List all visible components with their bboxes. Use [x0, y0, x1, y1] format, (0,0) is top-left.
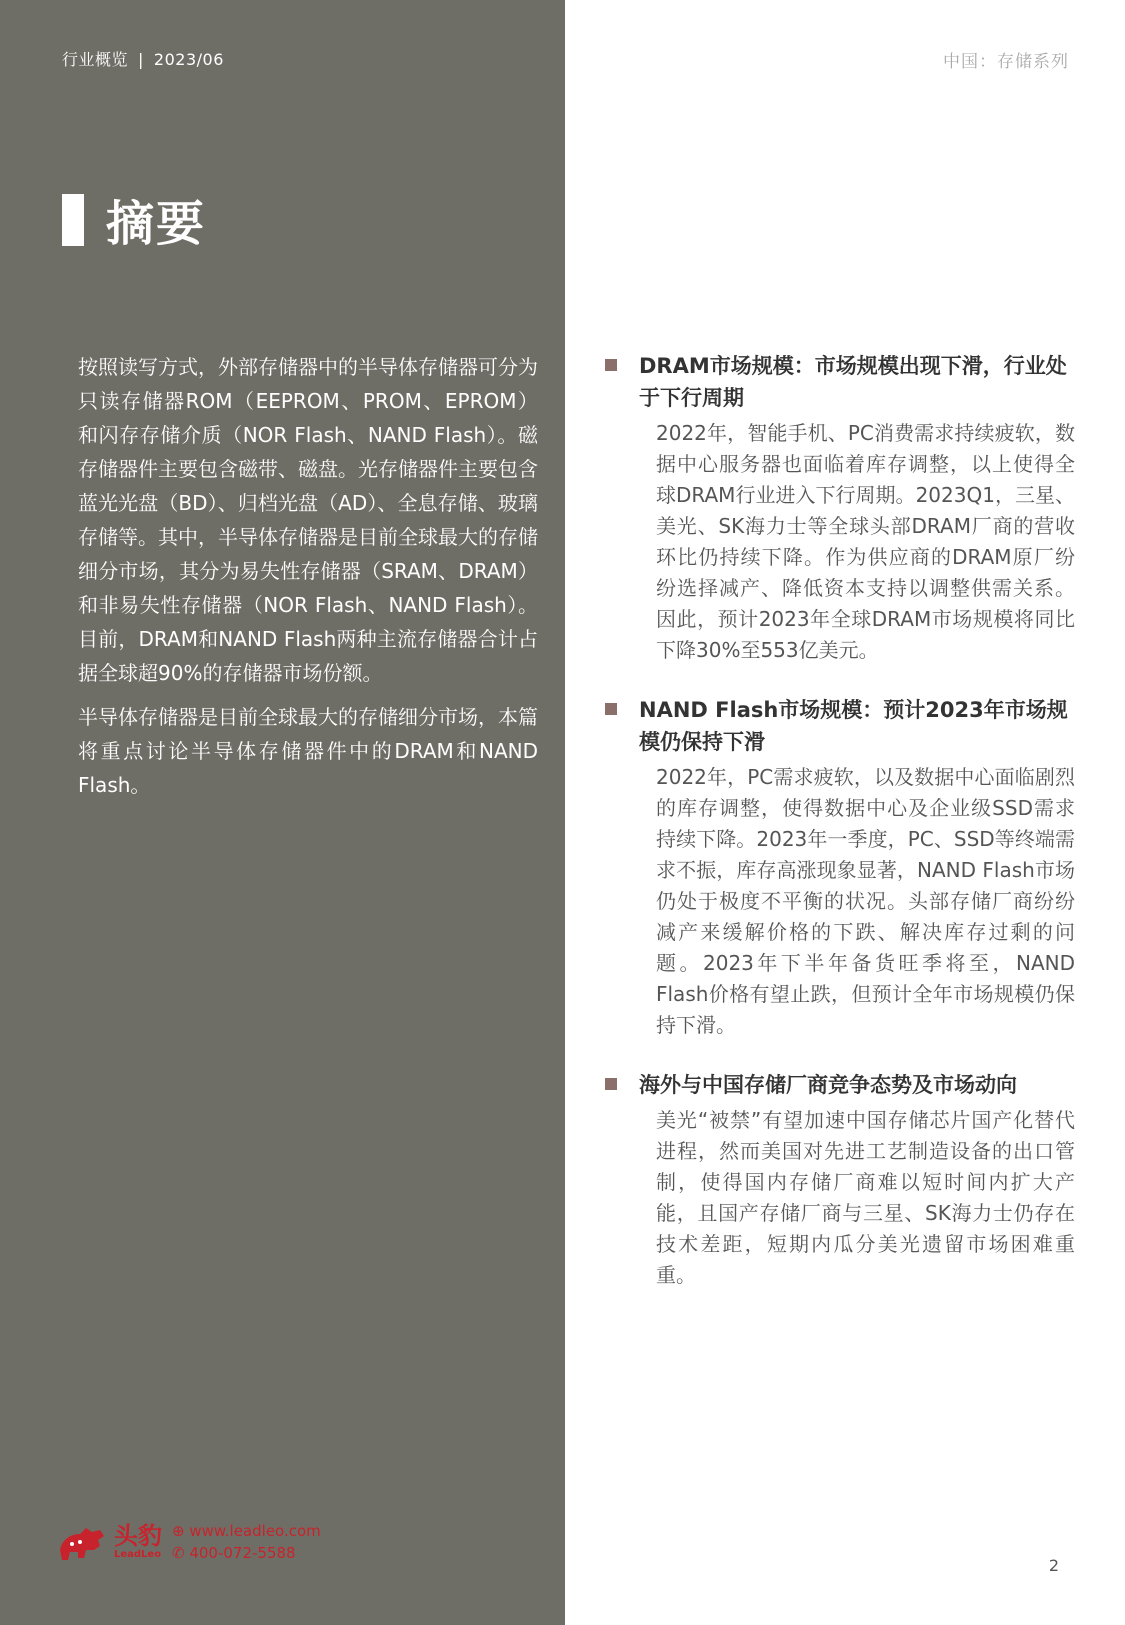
- finding-title: 海外与中国存储厂商竞争态势及市场动向: [639, 1073, 1017, 1097]
- finding-heading: [605, 350, 1075, 414]
- page-title: 摘要: [106, 196, 207, 252]
- leopard-logo-icon: [56, 1520, 108, 1564]
- phone-number: 400-072-5588: [189, 1544, 296, 1562]
- finding-body: 2022年，智能手机、PC消费需求持续疲软，数据中心服务器也面临着库存调整，以上使得全球DRAM行业进入下行周期。2023Q1，三星、美光、SK海力士等全球头部DRAM厂商的营收环比仍持续下降。作为供应商的DRAM原厂纷纷选择减产、降低资本支持以调整供需关系。因此，预计2023年全球DRAM市场规模将同比下降30%至553亿美元。: [656, 421, 1075, 662]
- brand-logo: [56, 1520, 321, 1564]
- report-date: 2023/06: [153, 50, 224, 69]
- website-line: [172, 1520, 321, 1542]
- website-link[interactable]: www.leadleo.com: [189, 1522, 321, 1540]
- title-block: [62, 185, 206, 254]
- finding-section: [605, 694, 1075, 1041]
- brand-contact: [172, 1520, 321, 1564]
- square-bullet-icon: [605, 1078, 617, 1090]
- finding-title: NAND Flash市场规模：预计2023年市场规模仍保持下滑: [639, 698, 1068, 754]
- square-bullet-icon: [605, 359, 617, 371]
- finding-section: [605, 1069, 1075, 1291]
- finding-title: DRAM市场规模：市场规模出现下滑，行业处于下行周期: [639, 354, 1067, 410]
- phone-icon: ✆: [172, 1544, 190, 1562]
- key-findings: [605, 350, 1075, 1319]
- globe-icon: ⊕: [172, 1522, 190, 1540]
- brand-name-en: LeadLeo: [114, 1549, 162, 1560]
- page-number: 2: [1048, 1556, 1059, 1575]
- summary-paragraph: 按照读写方式，外部存储器中的半导体存储器可分为只读存储器ROM（EEPROM、PROM、EPROM）和闪存存储介质（NOR Flash、NAND Flash）。磁存储器件主要包含磁带、磁盘。光存储器件主要包含蓝光光盘（BD）、归档光盘（AD）、全息存储、玻璃存储等。其中，半导体存储器是目前全球最大的存储细分市场，其分为易失性存储器（SRAM、DRAM）和非易失性存储器（NOR Flash、NAND Flash）。目前，DRAM和NAND Flash两种主流存储器合计占据全球超90%的存储器市场份额。: [78, 355, 538, 685]
- square-bullet-icon: [605, 703, 617, 715]
- finding-body: 2022年，PC需求疲软，以及数据中心面临剧烈的库存调整，使得数据中心及企业级SSD需求持续下降。2023年一季度，PC、SSD等终端需求不振，库存高涨现象显著，NAND Flash市场仍处于极度不平衡的状况。头部存储厂商纷纷减产来缓解价格的下跌、解决库存过剩的问题。2023年下半年备货旺季将至，NAND Flash价格有望止跌，但预计全年市场规模仍保持下滑。: [656, 765, 1075, 1037]
- report-header: [62, 47, 224, 70]
- phone-line: [172, 1542, 321, 1564]
- finding-body: 美光“被禁”有望加速中国存储芯片国产化替代进程，然而美国对先进工艺制造设备的出口管制，使得国内存储厂商难以短时间内扩大产能，且国产存储厂商与三星、SK海力士仍存在技术差距，短期内瓜分美光遗留市场困难重重。: [656, 1108, 1075, 1287]
- summary-paragraph: 半导体存储器是目前全球最大的存储细分市场，本篇将重点讨论半导体存储器件中的DRAM和NAND Flash。: [78, 705, 538, 797]
- report-category: 行业概览: [62, 50, 129, 69]
- summary-text: [78, 350, 538, 812]
- brand-name: [114, 1523, 162, 1561]
- finding-section: [605, 350, 1075, 666]
- finding-heading: [605, 694, 1075, 758]
- header-separator: |: [138, 50, 144, 69]
- brand-name-cn: 头豹: [114, 1522, 162, 1550]
- title-marker: [62, 194, 84, 246]
- report-series: 中国：存储系列: [943, 52, 1069, 72]
- finding-heading: [605, 1069, 1075, 1101]
